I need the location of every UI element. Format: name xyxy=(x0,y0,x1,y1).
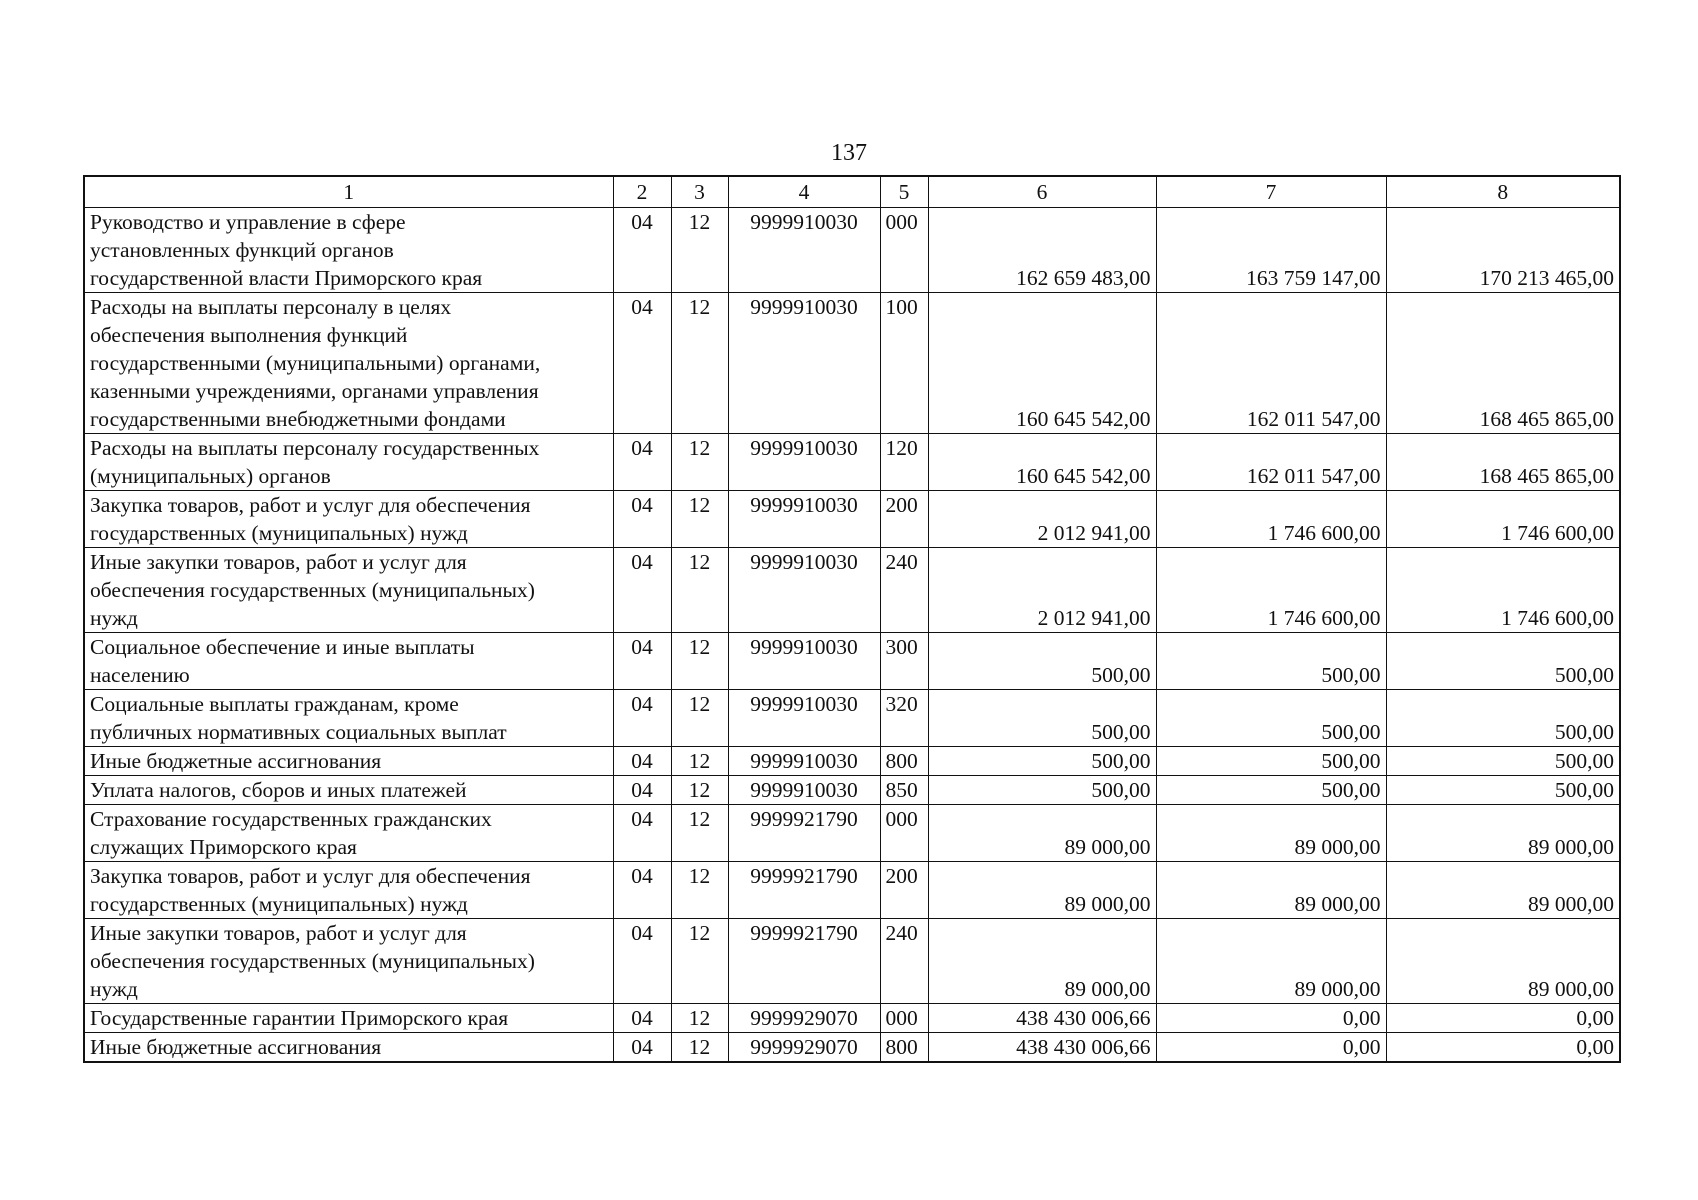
expense-type-code: 240 xyxy=(880,919,928,1004)
amount-col6: 438 430 006,66 xyxy=(928,1033,1156,1063)
description-line: обеспечения государственных (муниципальных) xyxy=(90,578,535,602)
description-line: Страхование государственных гражданских xyxy=(90,807,492,831)
subsection-code: 12 xyxy=(671,1004,728,1033)
description-line: Уплата налогов, сборов и иных платежей xyxy=(90,778,467,802)
amount-col7: 0,00 xyxy=(1156,1004,1386,1033)
subsection-code: 12 xyxy=(671,491,728,548)
amount-col8: 500,00 xyxy=(1386,633,1620,690)
header-cell: 4 xyxy=(728,176,880,208)
target-article-code: 9999910030 xyxy=(728,690,880,747)
section-code: 04 xyxy=(613,776,671,805)
section-code: 04 xyxy=(613,862,671,919)
table-row xyxy=(84,747,1620,776)
description-line: Расходы на выплаты персоналу государственных xyxy=(90,436,540,460)
table-row xyxy=(84,293,1620,434)
amount-col7: 163 759 147,00 xyxy=(1156,208,1386,293)
expense-type-code: 000 xyxy=(880,1004,928,1033)
description-line: государственными внебюджетными фондами xyxy=(90,407,506,431)
table-row xyxy=(84,919,1620,1004)
target-article-code: 9999929070 xyxy=(728,1004,880,1033)
amount-col8: 168 465 865,00 xyxy=(1386,293,1620,434)
table-row xyxy=(84,1004,1620,1033)
header-cell: 6 xyxy=(928,176,1156,208)
expense-type-code: 800 xyxy=(880,1033,928,1063)
target-article-code: 9999929070 xyxy=(728,1033,880,1063)
subsection-code: 12 xyxy=(671,548,728,633)
description-line: обеспечения государственных (муниципальных) xyxy=(90,949,535,973)
description-line: Иные закупки товаров, работ и услуг для xyxy=(90,921,467,945)
amount-col8: 1 746 600,00 xyxy=(1386,548,1620,633)
row-description xyxy=(84,690,613,747)
section-code: 04 xyxy=(613,1033,671,1063)
expense-type-code: 240 xyxy=(880,548,928,633)
amount-col7: 1 746 600,00 xyxy=(1156,491,1386,548)
expense-type-code: 800 xyxy=(880,747,928,776)
row-description xyxy=(84,1033,613,1063)
section-code: 04 xyxy=(613,491,671,548)
amount-col7: 500,00 xyxy=(1156,633,1386,690)
subsection-code: 12 xyxy=(671,862,728,919)
subsection-code: 12 xyxy=(671,747,728,776)
header-cell: 1 xyxy=(84,176,613,208)
subsection-code: 12 xyxy=(671,805,728,862)
row-description xyxy=(84,862,613,919)
amount-col7: 0,00 xyxy=(1156,1033,1386,1063)
amount-col7: 162 011 547,00 xyxy=(1156,293,1386,434)
description-line: Закупка товаров, работ и услуг для обеспечения xyxy=(90,493,531,517)
row-description xyxy=(84,548,613,633)
table-row xyxy=(84,491,1620,548)
section-code: 04 xyxy=(613,1004,671,1033)
amount-col6: 500,00 xyxy=(928,747,1156,776)
description-line: публичных нормативных социальных выплат xyxy=(90,720,507,744)
amount-col8: 500,00 xyxy=(1386,690,1620,747)
section-code: 04 xyxy=(613,208,671,293)
description-line: казенными учреждениями, органами управления xyxy=(90,379,539,403)
description-line: (муниципальных) органов xyxy=(90,464,331,488)
section-code: 04 xyxy=(613,690,671,747)
row-description xyxy=(84,491,613,548)
expense-type-code: 200 xyxy=(880,491,928,548)
subsection-code: 12 xyxy=(671,776,728,805)
section-code: 04 xyxy=(613,434,671,491)
table-row xyxy=(84,805,1620,862)
target-article-code: 9999910030 xyxy=(728,208,880,293)
amount-col7: 500,00 xyxy=(1156,776,1386,805)
page-number: 137 xyxy=(831,140,867,166)
target-article-code: 9999910030 xyxy=(728,633,880,690)
expense-type-code: 120 xyxy=(880,434,928,491)
section-code: 04 xyxy=(613,919,671,1004)
row-description xyxy=(84,747,613,776)
amount-col8: 500,00 xyxy=(1386,776,1620,805)
description-line: обеспечения выполнения функций xyxy=(90,323,408,347)
amount-col6: 500,00 xyxy=(928,633,1156,690)
description-line: служащих Приморского края xyxy=(90,835,357,859)
amount-col7: 500,00 xyxy=(1156,690,1386,747)
amount-col7: 89 000,00 xyxy=(1156,805,1386,862)
amount-col8: 89 000,00 xyxy=(1386,862,1620,919)
amount-col8: 0,00 xyxy=(1386,1033,1620,1063)
budget-table xyxy=(83,175,1621,1063)
amount-col6: 89 000,00 xyxy=(928,862,1156,919)
table-row xyxy=(84,208,1620,293)
table-row xyxy=(84,548,1620,633)
header-cell: 5 xyxy=(880,176,928,208)
table-row xyxy=(84,1033,1620,1063)
amount-col6: 2 012 941,00 xyxy=(928,491,1156,548)
target-article-code: 9999921790 xyxy=(728,805,880,862)
row-description xyxy=(84,1004,613,1033)
description-line: государственных (муниципальных) нужд xyxy=(90,892,468,916)
expense-type-code: 000 xyxy=(880,208,928,293)
expense-type-code: 850 xyxy=(880,776,928,805)
amount-col6: 2 012 941,00 xyxy=(928,548,1156,633)
section-code: 04 xyxy=(613,747,671,776)
description-line: Руководство и управление в сфере xyxy=(90,210,406,234)
subsection-code: 12 xyxy=(671,1033,728,1063)
table-body xyxy=(84,176,1620,1062)
expense-type-code: 100 xyxy=(880,293,928,434)
row-description xyxy=(84,805,613,862)
subsection-code: 12 xyxy=(671,434,728,491)
description-line: установленных функций органов xyxy=(90,238,394,262)
target-article-code: 9999910030 xyxy=(728,747,880,776)
table-header-row xyxy=(84,176,1620,208)
description-line: Закупка товаров, работ и услуг для обеспечения xyxy=(90,864,531,888)
description-line: Расходы на выплаты персоналу в целях xyxy=(90,295,452,319)
expense-type-code: 000 xyxy=(880,805,928,862)
amount-col6: 89 000,00 xyxy=(928,919,1156,1004)
table-row xyxy=(84,633,1620,690)
amount-col7: 89 000,00 xyxy=(1156,862,1386,919)
table-row xyxy=(84,862,1620,919)
description-line: Иные закупки товаров, работ и услуг для xyxy=(90,550,467,574)
description-line: Иные бюджетные ассигнования xyxy=(90,1035,382,1059)
target-article-code: 9999921790 xyxy=(728,919,880,1004)
header-cell: 2 xyxy=(613,176,671,208)
description-line: Социальное обеспечение и иные выплаты xyxy=(90,635,475,659)
target-article-code: 9999910030 xyxy=(728,776,880,805)
target-article-code: 9999910030 xyxy=(728,491,880,548)
row-description xyxy=(84,434,613,491)
amount-col6: 160 645 542,00 xyxy=(928,293,1156,434)
amount-col6: 89 000,00 xyxy=(928,805,1156,862)
row-description xyxy=(84,208,613,293)
table-row xyxy=(84,776,1620,805)
row-description xyxy=(84,776,613,805)
amount-col6: 500,00 xyxy=(928,690,1156,747)
section-code: 04 xyxy=(613,548,671,633)
amount-col8: 500,00 xyxy=(1386,747,1620,776)
amount-col8: 1 746 600,00 xyxy=(1386,491,1620,548)
description-line: государственных (муниципальных) нужд xyxy=(90,521,468,545)
amount-col6: 162 659 483,00 xyxy=(928,208,1156,293)
description-line: государственной власти Приморского края xyxy=(90,266,483,290)
section-code: 04 xyxy=(613,293,671,434)
amount-col8: 168 465 865,00 xyxy=(1386,434,1620,491)
row-description xyxy=(84,919,613,1004)
table-row xyxy=(84,690,1620,747)
subsection-code: 12 xyxy=(671,208,728,293)
section-code: 04 xyxy=(613,633,671,690)
header-cell: 3 xyxy=(671,176,728,208)
amount-col8: 89 000,00 xyxy=(1386,805,1620,862)
description-line: нужд xyxy=(90,977,138,1001)
subsection-code: 12 xyxy=(671,919,728,1004)
amount-col7: 89 000,00 xyxy=(1156,919,1386,1004)
amount-col8: 0,00 xyxy=(1386,1004,1620,1033)
amount-col7: 1 746 600,00 xyxy=(1156,548,1386,633)
amount-col7: 162 011 547,00 xyxy=(1156,434,1386,491)
target-article-code: 9999910030 xyxy=(728,434,880,491)
description-line: Государственные гарантии Приморского края xyxy=(90,1006,509,1030)
row-description xyxy=(84,293,613,434)
subsection-code: 12 xyxy=(671,293,728,434)
description-line: Иные бюджетные ассигнования xyxy=(90,749,382,773)
expense-type-code: 300 xyxy=(880,633,928,690)
description-line: государственными (муниципальными) органами, xyxy=(90,351,541,375)
amount-col8: 170 213 465,00 xyxy=(1386,208,1620,293)
description-line: Социальные выплаты гражданам, кроме xyxy=(90,692,459,716)
row-description xyxy=(84,633,613,690)
expense-type-code: 200 xyxy=(880,862,928,919)
section-code: 04 xyxy=(613,805,671,862)
amount-col6: 438 430 006,66 xyxy=(928,1004,1156,1033)
header-cell: 7 xyxy=(1156,176,1386,208)
table-row xyxy=(84,434,1620,491)
description-line: нужд xyxy=(90,606,138,630)
amount-col8: 89 000,00 xyxy=(1386,919,1620,1004)
target-article-code: 9999921790 xyxy=(728,862,880,919)
amount-col6: 160 645 542,00 xyxy=(928,434,1156,491)
expense-type-code: 320 xyxy=(880,690,928,747)
amount-col6: 500,00 xyxy=(928,776,1156,805)
subsection-code: 12 xyxy=(671,690,728,747)
amount-col7: 500,00 xyxy=(1156,747,1386,776)
description-line: населению xyxy=(90,663,190,687)
target-article-code: 9999910030 xyxy=(728,293,880,434)
subsection-code: 12 xyxy=(671,633,728,690)
target-article-code: 9999910030 xyxy=(728,548,880,633)
header-cell: 8 xyxy=(1386,176,1620,208)
